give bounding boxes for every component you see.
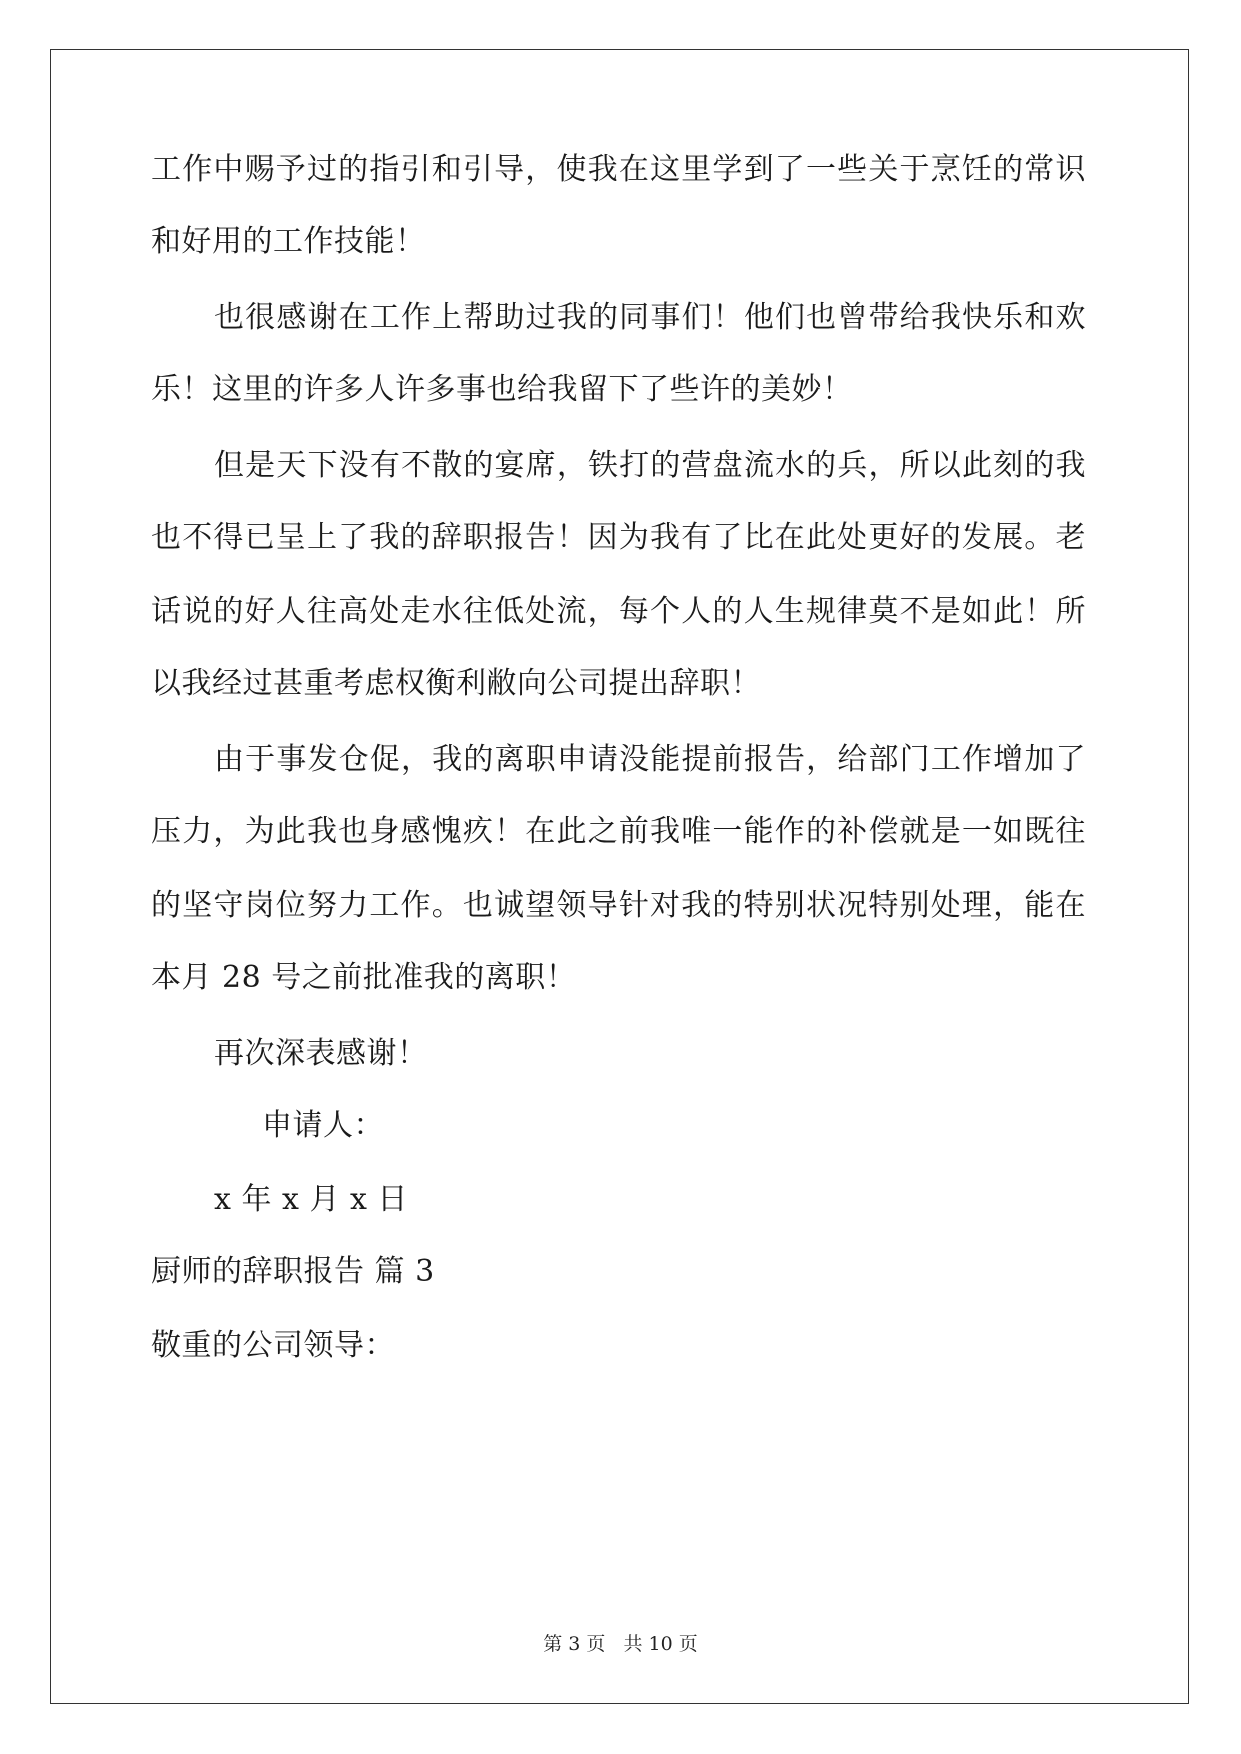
date-line: x 年 x 月 x 日 bbox=[214, 1182, 408, 1217]
body-line-8: 以我经过甚重考虑权衡利敝向公司提出辞职！ bbox=[151, 666, 761, 701]
page-number: 第 3 页 bbox=[543, 1633, 606, 1655]
body-line-3: 也很感谢在工作上帮助过我的同事们！他们也曾带给我快乐和欢 bbox=[214, 300, 1086, 335]
body-line-11: 的坚守岗位努力工作。也诚望领导针对我的特别状况特别处理，能在 bbox=[151, 888, 1086, 923]
body-line-5: 但是天下没有不散的宴席，铁打的营盘流水的兵，所以此刻的我 bbox=[214, 448, 1086, 483]
body-line-9: 由于事发仓促，我的离职申请没能提前报告，给部门工作增加了 bbox=[214, 742, 1086, 777]
applicant-label: 申请人： bbox=[262, 1108, 384, 1143]
body-line-10: 压力，为此我也身感愧疚！在此之前我唯一能作的补偿就是一如既往 bbox=[151, 814, 1086, 849]
body-line-6: 也不得已呈上了我的辞职报告！因为我有了比在此处更好的发展。老 bbox=[151, 520, 1086, 555]
body-line-12: 本月 28 号之前批准我的离职！ bbox=[151, 960, 577, 995]
closing-thanks: 再次深表感谢！ bbox=[214, 1036, 428, 1071]
section-heading: 厨师的辞职报告 篇 3 bbox=[151, 1254, 435, 1289]
salutation: 敬重的公司领导： bbox=[151, 1328, 395, 1363]
body-line-1: 工作中赐予过的指引和引导，使我在这里学到了一些关于烹饪的常识 bbox=[151, 152, 1086, 187]
body-line-4: 乐！这里的许多人许多事也给我留下了些许的美妙！ bbox=[151, 372, 853, 407]
body-line-7: 话说的好人往高处走水往低处流，每个人的人生规律莫不是如此！所 bbox=[151, 594, 1086, 629]
page-total: 共 10 页 bbox=[623, 1633, 698, 1655]
page-footer bbox=[0, 1632, 1241, 1656]
body-line-2: 和好用的工作技能！ bbox=[151, 224, 426, 259]
